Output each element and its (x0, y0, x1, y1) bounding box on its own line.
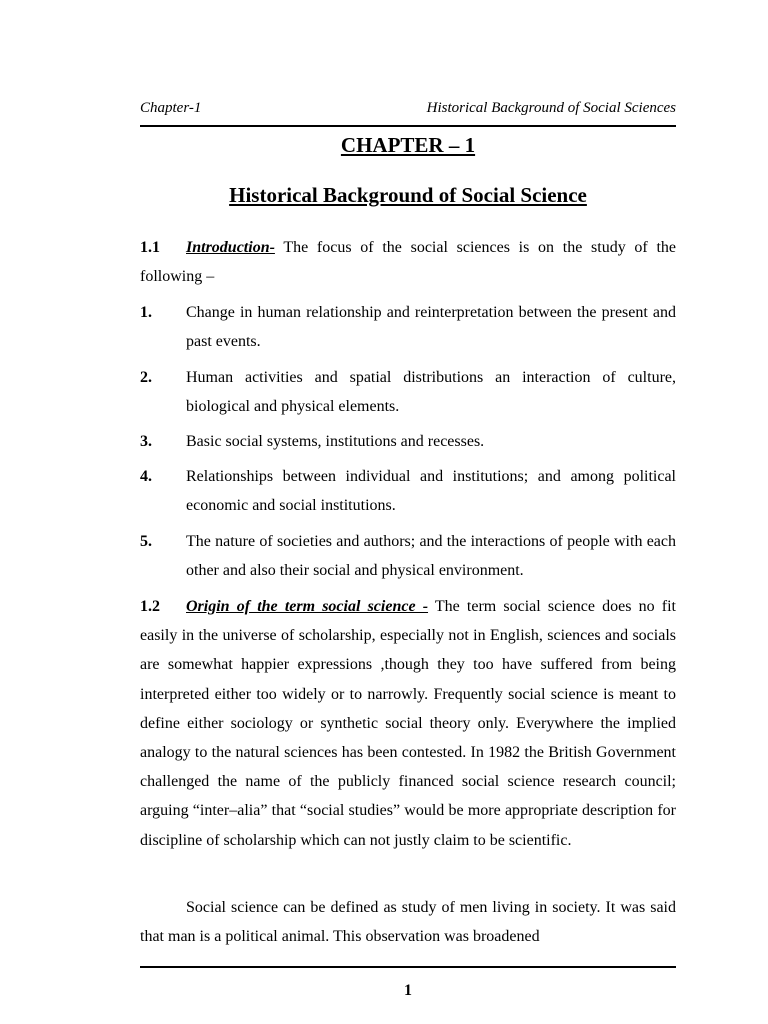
section-1-1-paragraph (140, 233, 676, 291)
header-book-title: Historical Background of Social Sciences (426, 100, 676, 116)
list-item-text: Human activities and spatial distributions an interaction of culture, biological and physical elements. (186, 369, 676, 416)
chapter-title: Historical Background of Social Science (229, 183, 587, 207)
section-text: The term social science does no fit easily in the universe of scholarship, especially not in English, sciences and socials are somewhat happier expressions ,though they too have suffered from being interpreted either too widely or to narrowly. Frequently social science is meant to define either sociology or synthetic social theory only. Everywhere the implied analogy to the natural sciences has been contested. In 1982 the British Government challenged the name of the publicly financed social science research council; arguing “inter–alia” that “social studies” would be more appropriate description for discipline of scholarship which can not justly claim to be scientific. (140, 598, 676, 849)
list-item-number: 3. (140, 433, 152, 450)
body-paragraph: Social science can be defined as study of men living in society. It was said that man is a political animal. This observation was broadened (140, 899, 676, 946)
list-item-number: 5. (140, 533, 152, 550)
section-1-2-paragraph (140, 592, 676, 855)
list-item-number: 1. (140, 304, 152, 321)
list-item-text: Basic social systems, institutions and recesses. (186, 433, 485, 450)
header-chapter-label: Chapter-1 (140, 100, 202, 116)
section-heading: Introduction- (186, 239, 275, 256)
section-heading: Origin of the term social science - (186, 598, 429, 615)
section-text: The focus of the social sciences is on the study of the following – (140, 239, 676, 286)
footer-divider (140, 966, 676, 968)
section-number: 1.1 (140, 239, 160, 256)
list-item-text: Relationships between individual and institutions; and among political economic and social institutions. (186, 468, 676, 515)
list-item-text: The nature of societies and authors; and the interactions of people with each other and also their social and physical environment. (186, 533, 676, 580)
header-divider (140, 125, 676, 127)
list-item-number: 4. (140, 468, 152, 485)
section-number: 1.2 (140, 598, 160, 615)
list-item-text: Change in human relationship and reinterpretation between the present and past events. (186, 304, 676, 351)
chapter-heading: CHAPTER – 1 (340, 133, 476, 157)
running-header (140, 100, 676, 122)
page-number: 1 (404, 982, 412, 999)
list-item-number: 2. (140, 369, 152, 386)
